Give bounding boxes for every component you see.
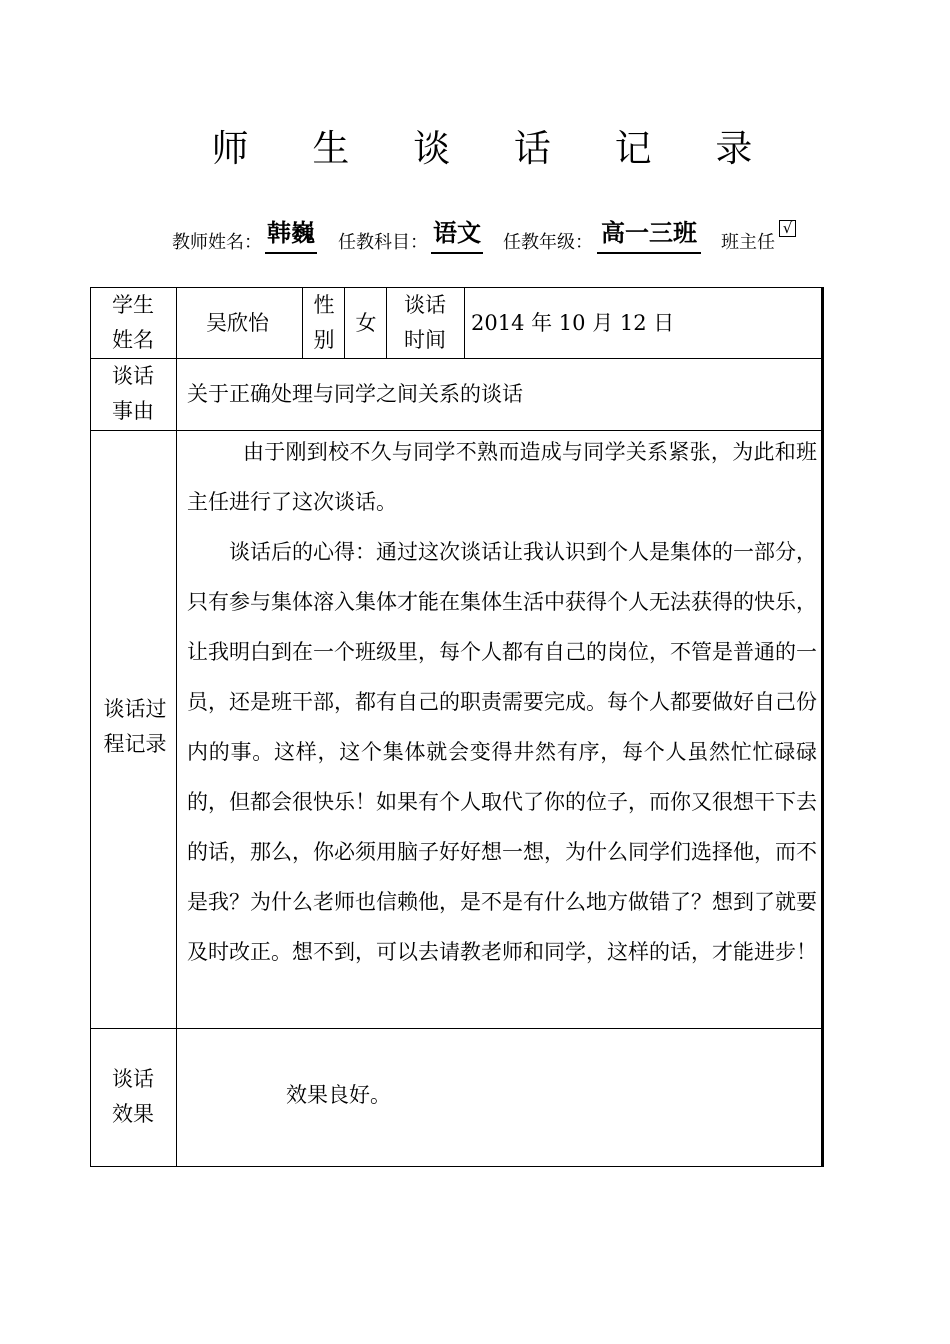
column-divider: [464, 287, 465, 359]
talk-record-form: [90, 287, 824, 1167]
process-paragraph-1: 由于刚到校不久与同学不熟而造成与同学关系紧张，为此和班主任进行了这次谈话。: [187, 440, 817, 514]
head-teacher-checkbox[interactable]: √: [779, 220, 796, 237]
column-divider: [302, 287, 303, 359]
subject-label: 任教科目：: [338, 232, 428, 253]
gender-value: 女: [355, 311, 377, 335]
row-divider: [90, 358, 824, 359]
gender-label: 性 别: [313, 293, 335, 352]
row-divider: [90, 1028, 824, 1029]
column-divider: [386, 287, 387, 359]
head-teacher-label: 班主任: [721, 232, 775, 253]
column-divider: [344, 287, 345, 359]
talk-reason-value: 关于正确处理与同学之间关系的谈话: [187, 382, 523, 406]
student-name-value: 吴欣怡: [206, 311, 269, 335]
subject-value: 语文: [431, 214, 483, 254]
talk-reason-label: 谈话 事由: [112, 364, 154, 423]
talk-time-value: 2014 年 10 月 12 日: [471, 311, 675, 335]
grade-value: 高一三班: [597, 214, 701, 254]
teacher-info-line: [0, 212, 950, 262]
grade-label: 任教年级：: [503, 232, 593, 253]
teacher-name-value: 韩巍: [265, 214, 317, 254]
student-name-label: 学生 姓名: [112, 293, 154, 352]
label-column-divider: [176, 287, 177, 1167]
process-paragraph-2: 谈话后的心得：通过这次谈话让我认识到个人是集体的一部分，只有参与集体溶入集体才能在集体生活中获得个人无法获得的快乐，让我明白到在一个班级里，每个人都有自己的岗位，不管是普通的一员，还是班干部，都有自己的职责需要完成。每个人都要做好自己份内的事。这样，这个集体就会变得井然有序，每个人虽然忙忙碌碌的，但都会很快乐！如果有个人取代了你的位子，而你又很想干下去的话，那么，你必须用脑子好好想一想，为什么同学们选择他，而不是我？为什么老师也信赖他，是不是有什么地方做错了？想到了就要及时改正。想不到，可以去请教老师和同学，这样的话，才能进步！: [187, 540, 817, 964]
talk-effect-label: 谈话 效果: [112, 1067, 154, 1126]
talk-time-label: 谈话 时间: [404, 293, 446, 352]
talk-process-label: 谈话过 程记录: [103, 697, 167, 756]
teacher-name-label: 教师姓名：: [172, 232, 262, 253]
talk-effect-value: 效果良好。: [286, 1083, 391, 1107]
page-title: 师 生 谈 话 记 录: [211, 127, 779, 170]
